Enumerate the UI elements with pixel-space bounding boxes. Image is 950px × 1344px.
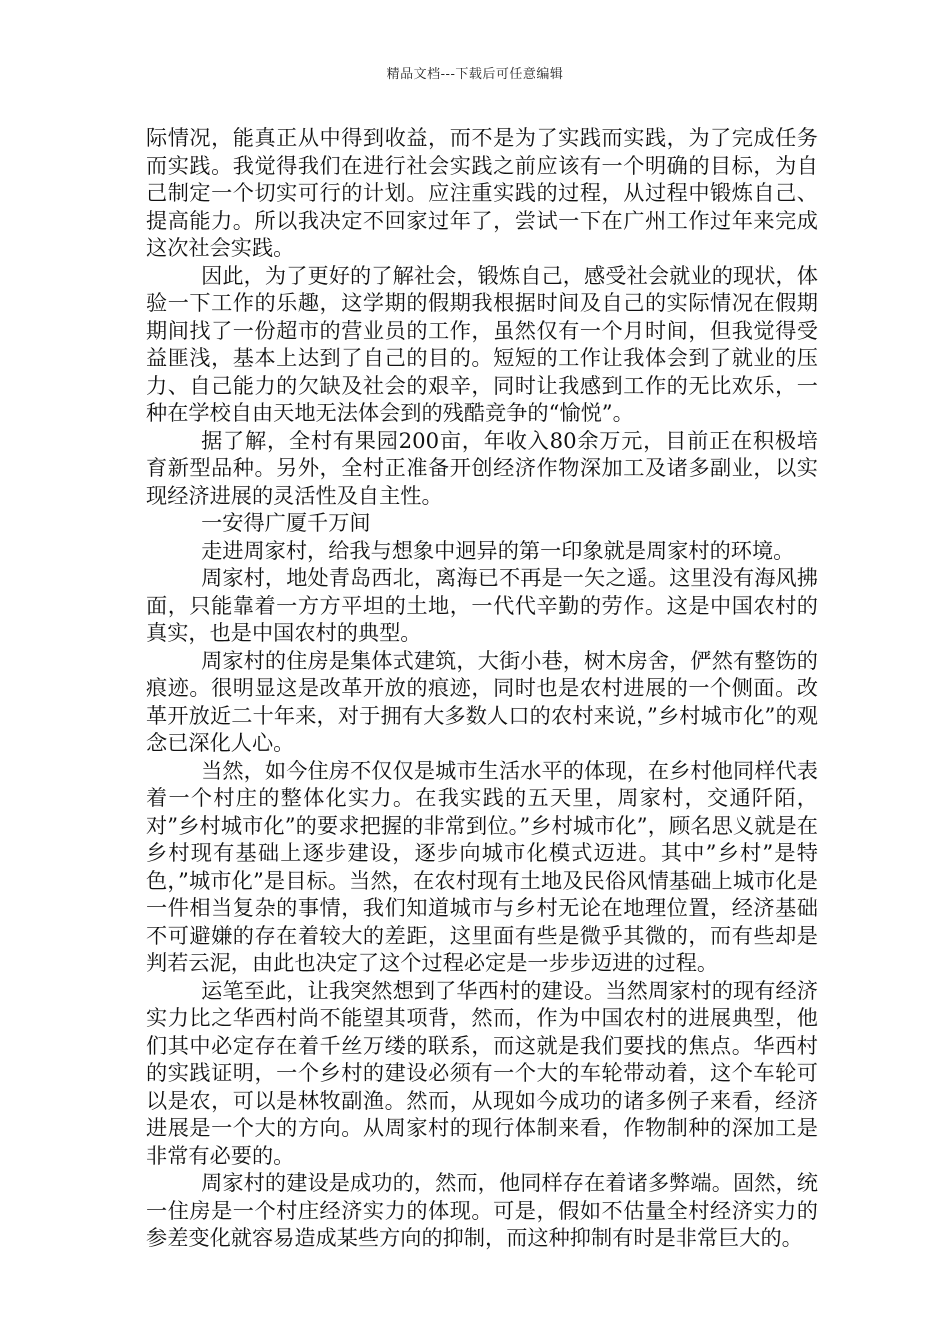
paragraph: 运笔至此，让我突然想到了华西村的建设。当然周家村的现有经济实力比之华西村尚不能望其项背，然而，作为中国农村的进展典型，他们其中必定存在着千丝万缕的联系，而这就是我们要找的焦点。华西村的实践证明，一个乡村的建设必须有一个大的车轮带动着，这个车轮可以是农，可以是林牧副渔。然而，从现如今成功的诸多例子来看，经济进展是一个大的方向。从周家村的现行体制来看，作物制种的深加工是非常有必要的。 — [146, 977, 818, 1168]
running-header: 精品文档---下载后可任意编辑 — [386, 67, 564, 82]
paragraph-continuation: 际情况，能真正从中得到收益，而不是为了实践而实践，为了完成任务而实践。我觉得我们在进行社会实践之前应该有一个明确的目标，为自己制定一个切实可行的计划。应注重实践的过程，从过程中锻炼自己、提高能力。所以我决定不回家过年了，尝试一下在广州工作过年来完成这次社会实践。 — [146, 125, 818, 260]
paragraph: 周家村的住房是集体式建筑，大街小巷，树木房舍，俨然有整饬的痕迹。很明显这是改革开放的痕迹，同时也是农村进展的一个侧面。改革开放近二十年来，对于拥有大多数人口的农村来说，”乡村城市化”的观念已深化人心。 — [146, 647, 818, 755]
paragraph: 据了解，全村有果园200亩，年收入80余万元，目前正在积极培育新型品种。另外，全村正准备开创经济作物深加工及诸多副业，以实现经济进展的灵活性及自主性。 — [146, 427, 818, 508]
paragraph: 周家村，地处青岛西北，离海已不再是一矢之遥。这里没有海风拂面，只能靠着一方方平坦的土地，一代代辛勤的劳作。这是中国农村的真实，也是中国农村的典型。 — [146, 565, 818, 645]
paragraph: 周家村的建设是成功的，然而，他同样存在着诸多弊端。固然，统一住房是一个村庄经济实力的体现。可是，假如不估量全村经济实力的参差变化就容易造成某些方向的抑制，而这种抑制有时是非常巨大的。 — [146, 1170, 818, 1250]
section-heading: 一安得广厦千万间 — [201, 510, 371, 535]
paragraph: 因此，为了更好的了解社会，锻炼自己，感受社会就业的现状，体验一下工作的乐趣，这学期的假期我根据时间及自己的实际情况在假期期间找了一份超市的营业员的工作，虽然仅有一个月时间，但我觉得受益匪浅，基本上达到了自己的目的。短短的工作让我体会到了就业的压力、自己能力的欠缺及社会的艰辛，同时让我感到工作的无比欢乐，一种在学校自由天地无法体会到的残酷竞争的“愉悦”。 — [146, 262, 818, 425]
paragraph: 当然，如今住房不仅仅是城市生活水平的体现，在乡村他同样代表着一个村庄的整体化实力。在我实践的五天里，周家村，交通阡陌，对”乡村城市化”的要求把握的非常到位。”乡村城市化”，顾名思义就是在乡村现有基础上逐步建设，逐步向城市化模式迈进。其中”乡村”是特色，”城市化”是目标。当然，在农村现有土地及民俗风情基础上城市化是一件相当复杂的事情，我们知道城市与乡村无论在地理位置，经济基础不可避嫌的存在着较大的差距，这里面有些是微乎其微的，而有些却是判若云泥，由此也决定了这个过程必定是一步步迈进的过程。 — [146, 757, 818, 975]
document-body — [146, 124, 818, 1252]
paragraph: 走进周家村，给我与想象中迥异的第一印象就是周家村的环境。 — [201, 537, 795, 563]
